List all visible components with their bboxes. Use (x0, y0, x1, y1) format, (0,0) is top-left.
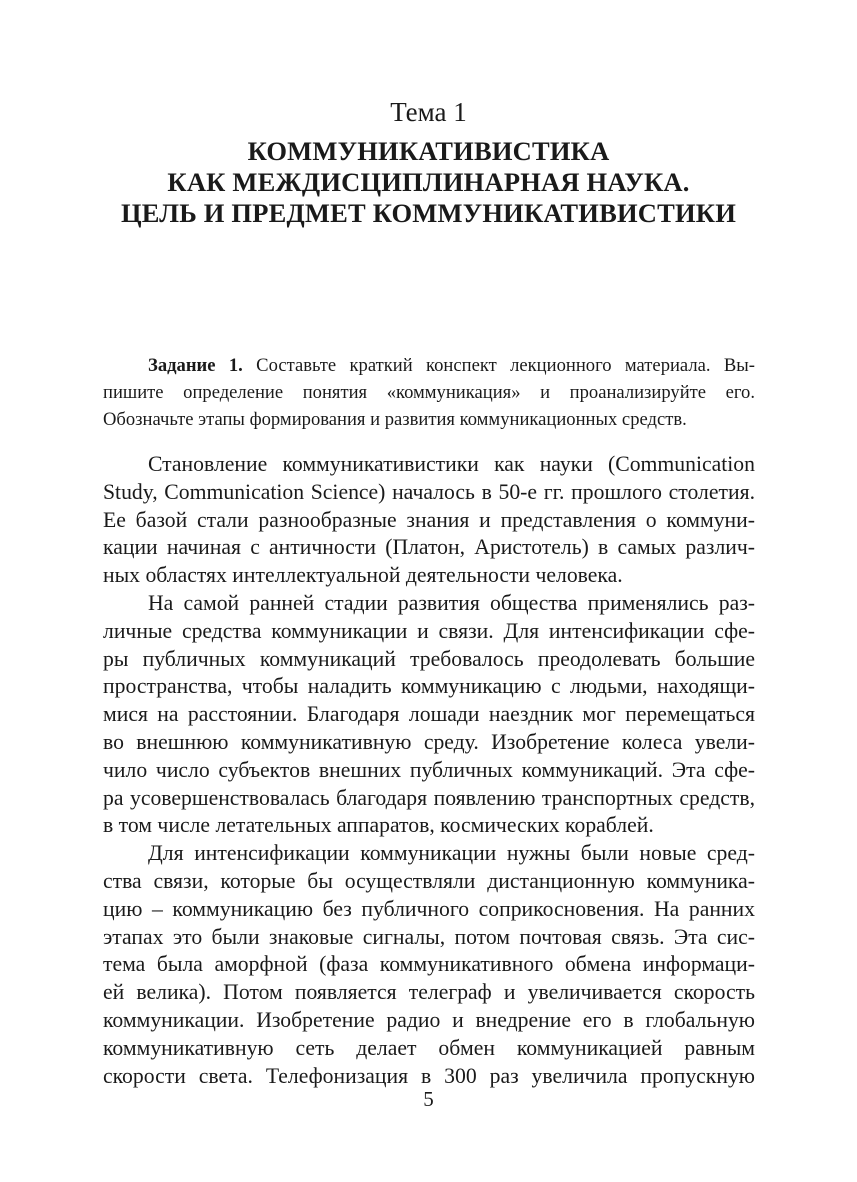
body-text (103, 451, 755, 1090)
text-line: в том числе летательных аппаратов, космических кораблей. (103, 813, 654, 838)
text-line: ей велика). Потом появляется телеграф и увеличивается скорость (103, 980, 755, 1005)
text-line: Становление коммуникативистики как науки (Communication (148, 452, 755, 476)
text-line: личные средства коммуникации и связи. Для интенсификации сфе- (103, 618, 755, 643)
text-line: Ее базой стали разнообразные знания и представления о коммуни- (103, 507, 755, 532)
text-line: пространства, чтобы наладить коммуникацию с людьми, находящи- (103, 674, 755, 699)
text-line: этапах это были знаковые сигналы, потом почтовая связь. Эта сис- (103, 924, 755, 949)
title-line: ЦЕЛЬ И ПРЕДМЕТ КОММУНИКАТИВИСТИКИ (120, 198, 737, 228)
text-line: ра усовершенствовалась благодаря появлению транспортных средств, (103, 785, 755, 810)
text-line: ных областях интеллектуальной деятельности человека. (103, 563, 623, 588)
page-number: 5 (423, 1087, 434, 1111)
task-line: пишите определение понятия «коммуникация» и проанализируйте его. (103, 382, 755, 403)
text-line: кации начиная с античности (Платон, Аристотель) в самых различ- (103, 535, 755, 560)
title-line: КОММУНИКАТИВИСТИКА (247, 136, 610, 166)
text-line: ры публичных коммуникаций требовалось преодолевать большие (103, 646, 755, 671)
text-line: скорости света. Телефонизация в 300 раз увеличила пропускную (103, 1063, 755, 1088)
task-line: Обозначьте этапы формирования и развития коммуникационных средств. (103, 409, 687, 430)
text-line: коммуникативную сеть делает обмен коммуникацией равным (103, 1035, 755, 1060)
text-line: Study, Communication Science) началось в 50-е гг. прошлого столетия. (103, 479, 755, 504)
text-line: цию – коммуникацию без публичного соприкосновения. На ранних (103, 896, 755, 921)
text-line: На самой ранней стадии развития общества применялись раз- (148, 590, 755, 615)
title-line: КАК МЕЖДИСЦИПЛИНАРНАЯ НАУКА. (167, 167, 690, 197)
chapter-title (60, 136, 797, 229)
text-line: тема была аморфной (фаза коммуникативного обмена информаци- (103, 952, 755, 977)
task-line (103, 352, 755, 379)
text-line: коммуникации. Изобретение радио и внедрение его в глобальную (103, 1007, 755, 1032)
task-text: Составьте краткий конспект лекционного материала. Вы- (242, 355, 755, 376)
text-line: мися на расстоянии. Благодаря лошади наездник мог перемещаться (103, 702, 755, 727)
text-line: Для интенсификации коммуникации нужны были новые сред- (148, 841, 755, 866)
text-line: чило число субъектов внешних публичных коммуникаций. Эта сфе- (103, 757, 755, 782)
task-label: Задание 1. (148, 355, 243, 376)
task-block (103, 352, 755, 433)
text-line: ства связи, которые бы осуществляли дистанционную коммуника- (103, 868, 755, 893)
text-line: во внешнюю коммуникативную среду. Изобретение колеса увели- (103, 729, 755, 754)
topic-label: Тема 1 (390, 97, 467, 127)
